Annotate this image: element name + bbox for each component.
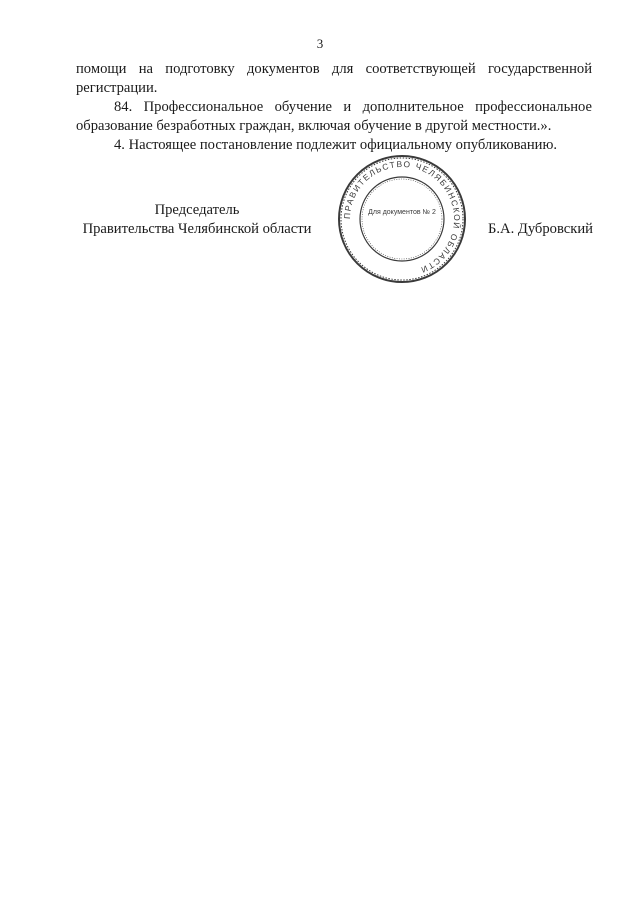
signatory-title-line-2: Правительства Челябинской области xyxy=(82,221,312,237)
seal-outer-text: ПРАВИТЕЛЬСТВО ЧЕЛЯБИНСКОЙ ОБЛАСТИ xyxy=(341,158,463,276)
paragraph-continuation: помощи на подготовку документов для соответствующей государственной регистрации. xyxy=(76,61,592,96)
signatory-title-line-1: Председатель xyxy=(154,202,240,218)
paragraph-item-4: 4. Настоящее постановление подлежит официальному опубликованию. xyxy=(114,137,558,153)
seal-inner-text: Для документов № 2 xyxy=(368,209,436,216)
document-body xyxy=(76,60,592,155)
official-seal-stamp xyxy=(334,154,470,284)
signatory-name: Б.А. Дубровский xyxy=(488,221,593,237)
paragraph-item-84: 84. Профессиональное обучение и дополнительное профессиональное образование безработных граждан, включая обучение в другой местности.». xyxy=(76,99,592,134)
page-number: 3 xyxy=(316,36,324,51)
